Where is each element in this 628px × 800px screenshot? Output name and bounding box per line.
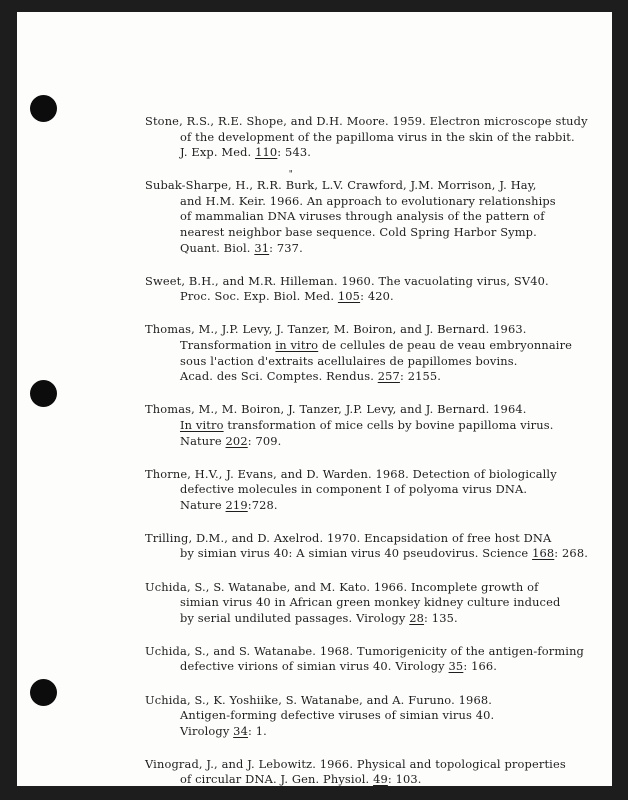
reference-text: Subak-Sharpe, H., R.R. <box>145 178 286 193</box>
reference-text: Antigen-forming defective viruses of simian virus 40. <box>180 708 495 723</box>
reference-line <box>145 178 612 194</box>
underlined-text: 34 <box>233 723 248 738</box>
reference-line <box>145 724 612 740</box>
reference-line <box>145 611 612 627</box>
reference-text: : 166. <box>463 659 498 674</box>
reference-entry <box>145 467 612 514</box>
reference-line <box>145 369 612 385</box>
reference-text: and H.M. Keir. 1966. An approach to evolutionary relationships <box>180 193 556 208</box>
reference-line <box>145 354 612 370</box>
reference-line <box>145 194 612 210</box>
binder-hole-middle <box>30 380 57 407</box>
reference-line <box>145 338 612 354</box>
reference-line <box>145 546 612 562</box>
reference-line <box>145 418 612 434</box>
reference-text: nearest neighbor base sequence. Cold Spring Harbor Symp. <box>180 225 537 240</box>
reference-text: : 1. <box>247 723 267 738</box>
reference-text: Uchida, S., and S. Watanabe. 1968. Tumorigenicity of the antigen-forming <box>145 643 584 658</box>
reference-line <box>145 209 612 225</box>
reference-list <box>145 114 612 786</box>
reference-text: Sweet, B.H., and M.R. Hilleman. 1960. The vacuolating virus, SV40. <box>145 273 549 288</box>
reference-text: : 2155. <box>399 369 442 384</box>
reference-text: by serial undiluted passages. Virology <box>180 610 410 625</box>
reference-text: : 103. <box>387 772 422 786</box>
underlined-text: 257 <box>377 369 400 384</box>
underlined-text: 168 <box>532 546 555 561</box>
reference-line <box>145 772 612 786</box>
reference-entry <box>145 644 612 675</box>
reference-text: : 420. <box>360 289 394 304</box>
underlined-text: 219 <box>225 497 248 512</box>
reference-text: de cellules de peau de veau embryonnaire <box>318 338 573 353</box>
reference-text: Nature <box>180 433 226 448</box>
underlined-text: 31 <box>254 240 270 255</box>
reference-entry <box>145 580 612 627</box>
reference-text: of mammalian DNA viruses through analysis of the pattern of <box>180 209 545 224</box>
reference-entry <box>145 693 612 740</box>
underlined-text: 35 <box>448 659 464 674</box>
underlined-text: 49 <box>373 772 388 786</box>
reference-entry <box>145 322 612 384</box>
reference-line <box>145 757 612 773</box>
reference-entry <box>145 531 612 562</box>
reference-text: , L.V. Crawford, J.M. Morrison, J. Hay, <box>314 178 537 193</box>
reference-text: Trilling, D.M., and D. Axelrod. 1970. Encapsidation of free host DNA <box>145 530 552 545</box>
reference-text: Thorne, H.V., J. Evans, and D. Warden. 1968. Detection of biologically <box>145 466 557 481</box>
underlined-text: 110 <box>255 145 278 160</box>
reference-line <box>145 708 612 724</box>
underlined-text: In vitro <box>180 417 224 432</box>
reference-line <box>145 595 612 611</box>
reference-line <box>145 225 612 241</box>
reference-text: : 737. <box>269 240 303 255</box>
reference-text: transformation of mice cells by bovine papilloma virus. <box>223 417 554 432</box>
reference-entry <box>145 114 612 161</box>
reference-line <box>145 531 612 547</box>
binder-hole-top <box>30 95 57 122</box>
reference-line <box>145 644 612 660</box>
reference-text: J. Exp. Med. <box>180 145 256 160</box>
reference-line <box>145 580 612 596</box>
reference-text: defective molecules in component I of polyoma virus DNA. <box>180 482 528 497</box>
reference-line <box>145 498 612 514</box>
reference-text: of circular DNA. J. Gen. Physiol. <box>180 772 374 786</box>
reference-line <box>145 322 612 338</box>
reference-text: Acad. des Sci. Comptes. Rendus. <box>180 369 378 384</box>
reference-text: : 135. <box>424 610 458 625</box>
reference-line <box>145 145 612 161</box>
reference-line <box>145 482 612 498</box>
underlined-text: 202 <box>225 433 248 448</box>
reference-text: :728. <box>247 497 278 512</box>
document-page <box>17 12 612 786</box>
reference-entry <box>145 402 612 449</box>
reference-text: Quant. Biol. <box>180 240 255 255</box>
reference-text: Nature <box>180 497 226 512</box>
reference-text: defective virions of simian virus 40. Virology <box>180 659 449 674</box>
reference-entry <box>145 757 612 786</box>
reference-line <box>145 114 612 130</box>
reference-line <box>145 289 612 305</box>
reference-line <box>145 402 612 418</box>
reference-text: Vinograd, J., and J. Lebowitz. 1966. Physical and topological properties <box>145 756 566 771</box>
reference-text: Proc. Soc. Exp. Biol. Med. <box>180 289 338 304</box>
reference-line <box>145 659 612 675</box>
reference-text: sous l'action d'extraits acellulaires de papillomes bovins. <box>180 353 518 368</box>
reference-text: : 543. <box>277 145 312 160</box>
reference-text: simian virus 40 in African green monkey kidney culture induced <box>180 595 561 610</box>
reference-text: of the development of the papilloma virus in the skin of the rabbit. <box>180 129 575 144</box>
reference-line <box>145 241 612 257</box>
reference-entry <box>145 178 612 256</box>
underlined-text: 28 <box>409 610 425 625</box>
binder-hole-bottom <box>30 679 57 706</box>
reference-text: Thomas, M., J.P. Levy, J. Tanzer, M. Boiron, and J. Bernard. 1963. <box>145 322 527 337</box>
reference-text: Transformation <box>180 338 276 353</box>
reference-text: by simian virus 40: A simian virus 40 pseudovirus. Science <box>180 546 533 561</box>
reference-text: : 268. <box>554 546 589 561</box>
reference-entry <box>145 274 612 305</box>
underlined-text: 105 <box>337 289 361 304</box>
reference-line <box>145 693 612 709</box>
reference-text: Uchida, S., K. Yoshiike, S. Watanabe, and A. Furuno. 1968. <box>145 692 493 707</box>
reference-line <box>145 274 612 290</box>
reference-text: Thomas, M., M. Boiron, J. Tanzer, J.P. Levy, and J. Bernard. 1964. <box>145 402 527 417</box>
underlined-text: in vitro <box>275 338 319 353</box>
reference-line <box>145 467 612 483</box>
reference-text: Uchida, S., S. Watanabe, and M. Kato. 1966. Incomplete growth of <box>145 579 539 594</box>
reference-line <box>145 434 612 450</box>
umlaut-name: " Burk <box>286 178 315 192</box>
reference-text: Virology <box>180 723 234 738</box>
reference-line <box>145 130 612 146</box>
reference-text: Stone, R.S., R.E. Shope, and D.H. Moore. 1959. Electron microscope study <box>145 114 588 128</box>
reference-text: : 709. <box>247 433 282 448</box>
